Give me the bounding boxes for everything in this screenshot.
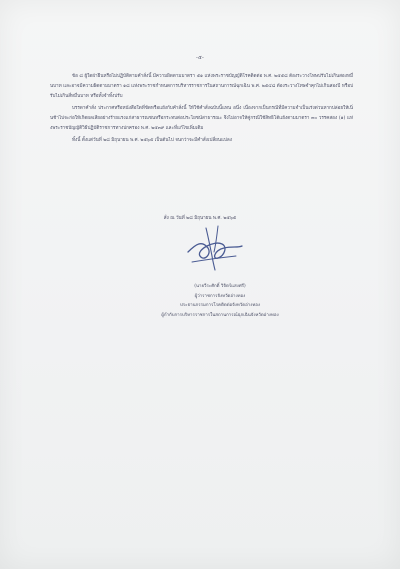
signing-date: สั่ง ณ วันที่ ๒๘ มิถุนายน พ.ศ. ๒๕๖๕ (163, 216, 237, 221)
signatory-name: (นายวีระศักดิ์ วิจิตร์แสงศรี) (194, 284, 246, 289)
document-body (50, 72, 353, 146)
paragraph-penalty: ข้อ ๘ ผู้ใดฝ่าฝืนหรือไม่ปฏิบัติตามคำสั่งนี้ มีความผิดตามมาตรา ๕๑ แห่งพระราชบัญญัติโรคติดต่อ พ.ศ. ๒๕๕๘ ต้องระวางโทษปรับไม่เกินสองหมื่นบาท และอาจมีความผิดตามมาตรา ๑๘ แห่งพระราชกำหนดการบริหารราชการในสถานการณ์ฉุกเฉิน พ.ศ. ๒๕๔๘ ต้องระวางโทษจำคุกไม่เกินสองปี หรือปรับไม่เกินสี่หมื่นบาท หรือทั้งจำทั้งปรับ (50, 74, 353, 99)
signatory-position-emergency: ผู้กำกับการบริหารราชการในสถานการณ์ฉุกเฉินจังหวัดอ่างทอง (161, 312, 279, 318)
paragraph-effective-date: ทั้งนี้ ตั้งแต่วันที่ ๒๘ มิถุนายน พ.ศ. ๒๕๖๕ เป็นต้นไป จนกว่าจะมีคำสั่งเปลี่ยนแปลง (72, 138, 232, 143)
signatory-block (150, 282, 290, 320)
paragraph-conflicting-orders: บรรดาคำสั่ง ประกาศหรือหนังสือใดที่ขัดหรือแย้งกับคำสั่งนี้ ให้ใช้คำสั่งฉบับนี้แทน อนึ่ง เนื่องจากเป็นกรณีที่มีความจำเป็นเร่งด่วนหากปล่อยให้เนิ่นช้าไปจะก่อให้เกิดผลเสียอย่างร้ายแรงแก่สาธารณชนหรือกระทบต่อประโยชน์สาธารณะ จึงไม่อาจให้คู่กรณีใช้สิทธิโต้แย้งตามมาตรา ๓๐ วรรคสอง (๑) แห่งพระราชบัญญัติวิธีปฏิบัติราชการทางปกครอง พ.ศ. ๒๕๓๙ และที่แก้ไขเพิ่มเติม (50, 106, 353, 131)
handwritten-signature (184, 222, 246, 272)
page-number: -๕- (196, 55, 204, 61)
signatory-position-committee: ประธานกรรมการโรคติดต่อจังหวัดอ่างทอง (179, 303, 261, 308)
signatory-position-governor: ผู้ว่าราชการจังหวัดอ่างทอง (194, 293, 246, 299)
